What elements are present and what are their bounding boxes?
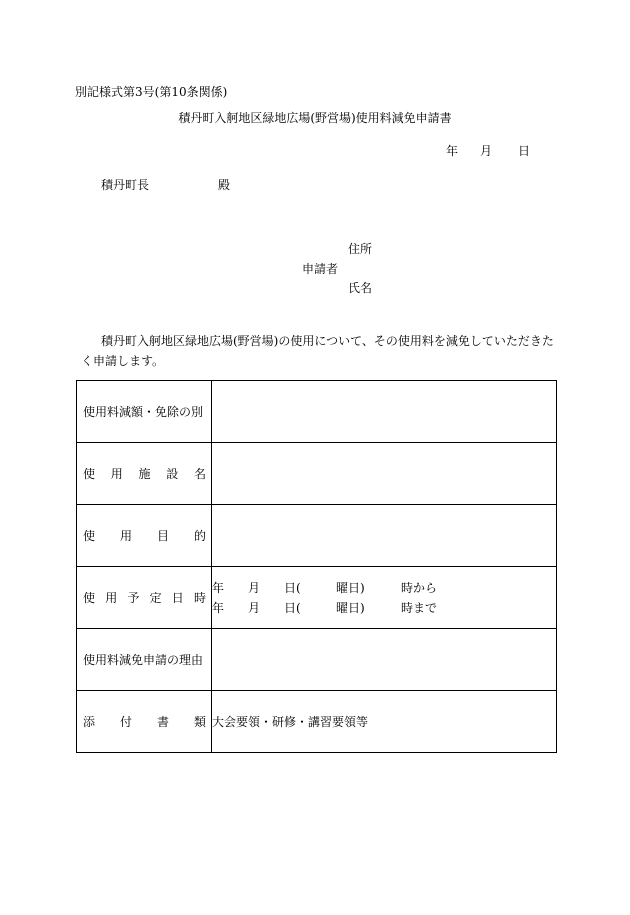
table-row — [77, 629, 557, 691]
row-label-facility-name: 使 用 施 設 名 — [83, 467, 206, 481]
table-row — [77, 381, 557, 443]
row-label-reason: 使用料減免申請の理由 — [77, 629, 212, 691]
date-line — [446, 144, 530, 158]
date-year-label: 年 — [446, 144, 459, 158]
schedule-field[interactable] — [212, 567, 557, 629]
table-row — [77, 691, 557, 753]
document-title: 積丹町入舸地区緑地広場(野営場)使用料減免申請書 — [178, 111, 452, 125]
schedule-day: 日( — [284, 580, 301, 595]
row-label-purpose: 使 用 目 的 — [83, 529, 206, 543]
form-number-label: 別記様式第3号(第10条関係) — [75, 85, 228, 99]
table-row — [77, 443, 557, 505]
applicant-label: 申請者 — [302, 262, 339, 276]
reduction-type-field[interactable] — [212, 381, 557, 443]
date-day-label: 日 — [518, 144, 531, 158]
reason-field[interactable] — [212, 629, 557, 691]
schedule-weekday: 曜日) — [336, 600, 365, 615]
schedule-time: 時まで — [401, 600, 438, 615]
attachments-field[interactable]: 大会要領・研修・講習要領等 — [212, 691, 557, 753]
schedule-month: 月 — [248, 600, 261, 615]
request-statement: 積丹町入舸地区緑地広場(野営場)の使用について、その使用料を減免していただきたく申請します。 — [81, 334, 554, 368]
applicant-name-label: 氏名 — [348, 281, 373, 295]
row-label-reduction-type: 使用料減額・免除の別 — [77, 381, 212, 443]
row-label-schedule: 使 用 予 定 日 時 — [83, 591, 206, 605]
table-row — [77, 567, 557, 629]
table-row — [77, 505, 557, 567]
schedule-start-row — [212, 578, 556, 598]
row-label-attachments: 添 付 書 類 — [83, 715, 206, 729]
application-table — [76, 380, 557, 753]
addressee-name: 積丹町長 — [101, 178, 150, 192]
addressee-honorific: 殿 — [218, 178, 231, 192]
schedule-time: 時から — [401, 580, 438, 595]
facility-name-field[interactable] — [212, 443, 557, 505]
purpose-field[interactable] — [212, 505, 557, 567]
schedule-end-row — [212, 598, 556, 618]
schedule-month: 月 — [248, 580, 261, 595]
schedule-year: 年 — [212, 580, 225, 595]
schedule-day: 日( — [284, 600, 301, 615]
date-month-label: 月 — [480, 144, 493, 158]
schedule-weekday: 曜日) — [336, 580, 365, 595]
schedule-year: 年 — [212, 600, 225, 615]
applicant-address-label: 住所 — [348, 242, 373, 256]
